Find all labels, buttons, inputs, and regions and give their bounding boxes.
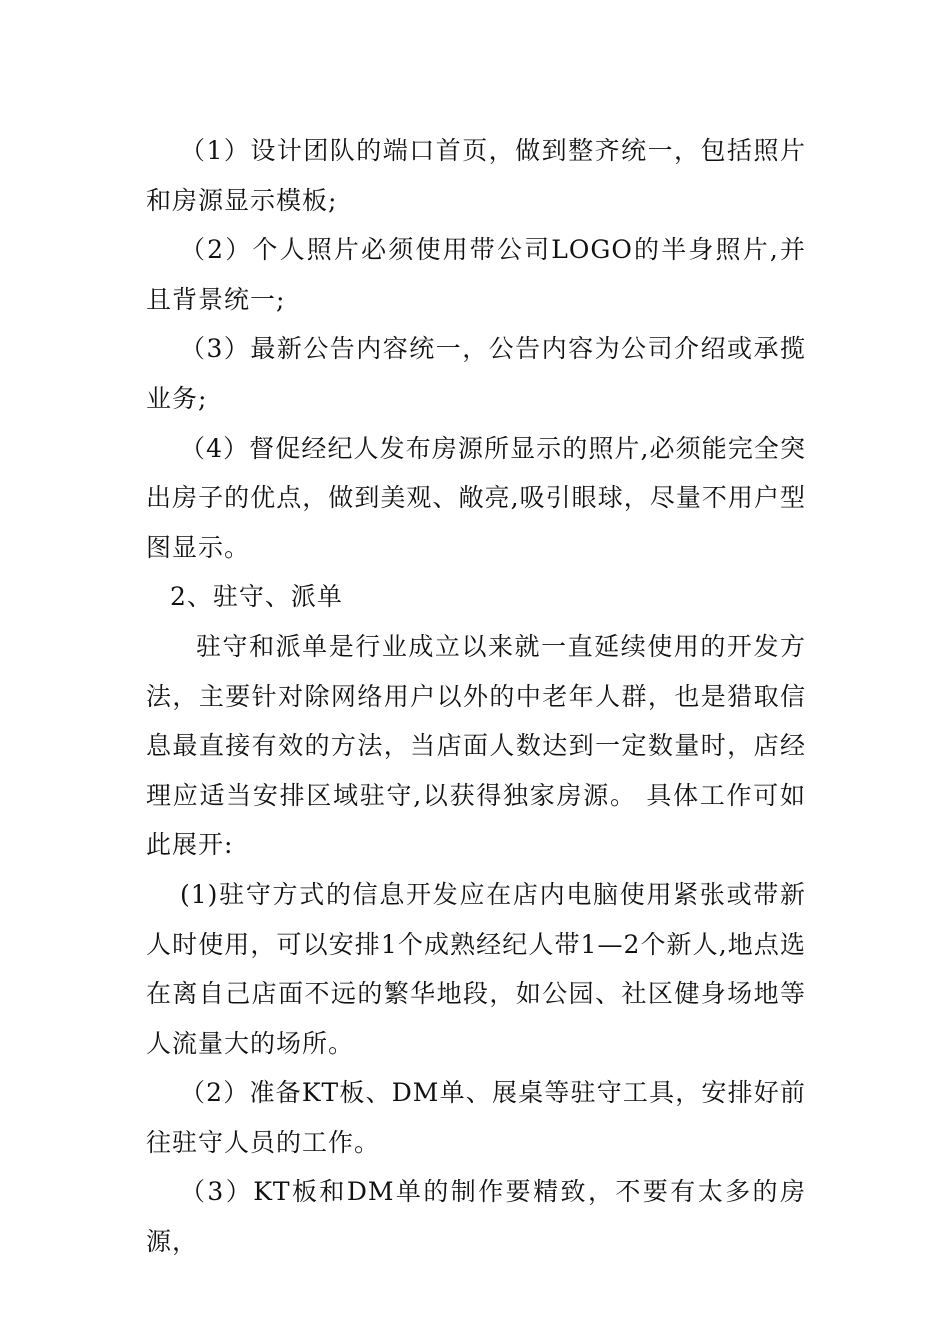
document-body	[146, 126, 806, 1267]
paragraph-subitem-1: (1)驻守方式的信息开发应在店内电脑使用紧张或带新人时使用，可以安排1个成熟经纪人带1—2个新人,地点选在离自己店面不远的繁华地段，如公园、社区健身场地等人流量大的场所。	[146, 879, 806, 1058]
paragraph-item-1: （1）设计团队的端口首页，做到整齐统一，包括照片和房源显示模板;	[146, 136, 806, 215]
paragraph-subitem-2: （2）准备KT板、DM单、展桌等驻守工具，安排好前往驻守人员的工作。	[146, 1078, 806, 1157]
paragraph-subitem-3: （3）KT板和DM单的制作要精致，不要有太多的房源，	[146, 1177, 806, 1257]
paragraph-item-2: （2）个人照片必须使用带公司LOGO的半身照片,并且背景统一;	[146, 235, 806, 314]
section-heading: 2、驻守、派单	[170, 582, 343, 612]
section-body-paragraph: 驻守和派单是行业成立以来就一直延续使用的开发方法，主要针对除网络用户以外的中老年人群，也是猎取信息最直接有效的方法，当店面人数达到一定数量时，店经理应适当安排区域驻守,以获得独家房源。 具体工作可如此展开:	[146, 631, 806, 860]
paragraph-item-4: （4）督促经纪人发布房源所显示的照片,必须能完全突出房子的优点，做到美观、敞亮,吸引眼球，尽量不用户型图显示。	[146, 433, 806, 562]
paragraph-item-3: （3）最新公告内容统一，公告内容为公司介绍或承揽业务;	[146, 334, 806, 413]
